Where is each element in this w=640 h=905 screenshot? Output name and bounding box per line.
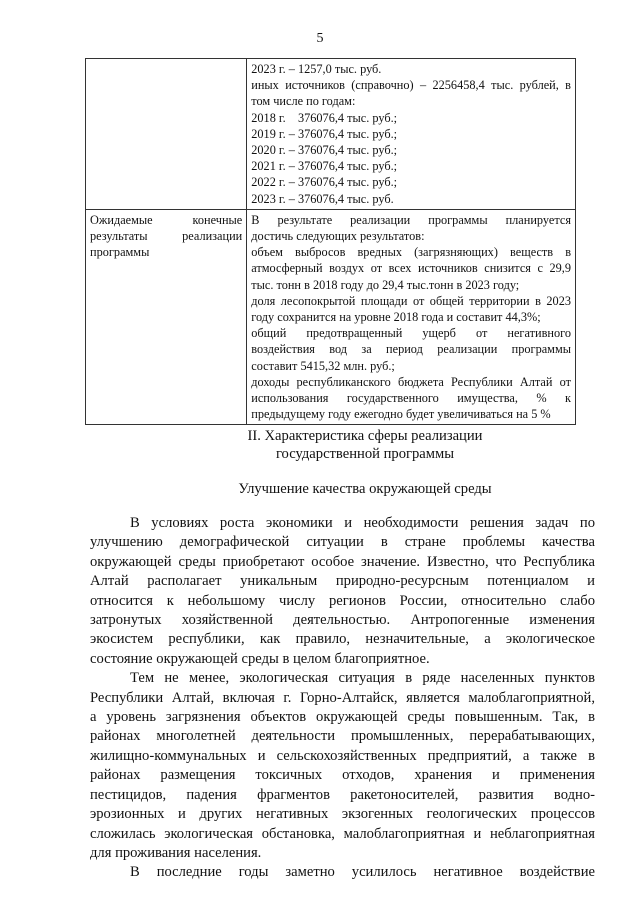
table-line: доходы республиканского бюджета Республики Алтай от [251,374,571,389]
table-label-line: программы [90,245,150,260]
subsection-heading: Улучшение качества окружающей среды [238,481,492,497]
table-line: общий предотвращенный ущерб от негативного [251,326,571,341]
table-line: доля лесопокрытой площади от общей территории в 2023 [251,293,571,308]
paragraph-line: Тем не менее, экологическая ситуация в ряде населенных пунктов [130,670,595,687]
paragraph-line: эрозионных и других негативных экзогенных геологических процессов [90,806,595,823]
paragraph-line: жилищно-коммунальных и сельскохозяйственных предприятий, а также в [90,747,595,764]
table-line: 2019 г. – 376076,4 тыс. руб.; [251,126,398,141]
paragraph-line: Алтай располагает уникальным природно-ресурсным потенциалом и [90,573,595,590]
paragraph-line: для проживания населения. [90,844,262,861]
table-line: 2020 г. – 376076,4 тыс. руб.; [251,143,398,158]
paragraph-line: Республики Алтай, включая г. Горно-Алтайск, является малоблагоприятной, [90,689,595,706]
table-row [86,209,576,425]
paragraph-line: сложилась экологическая обстановка, малоблагоприятная и неблагоприятная [90,825,595,842]
table-line: 2023 г. – 1257,0 тыс. руб. [251,62,382,76]
table-label-line: Ожидаемые конечные [90,212,243,227]
paragraph-line: районах размещения токсичных отходов, хранения и применения [90,767,595,784]
page-number: 5 [316,31,324,46]
paragraph-line: пестицидов, падения фрагментов ракетоносителей, развития водно- [90,786,595,803]
table-line: том числе по годам: [251,94,356,109]
table-row-value [247,59,576,210]
paragraph-line: состояние окружающей среды в целом благоприятное. [90,650,430,667]
body-text [90,514,595,883]
table-line: году сохранится на уровне 2018 года и составит 44,3%; [251,310,541,325]
paragraph-line: относится к небольшому числу регионов России, относительно слабо [90,592,595,609]
table-row [86,59,576,210]
section-heading [0,427,640,463]
table-line: 2022 г. – 376076,4 тыс. руб.; [251,175,398,190]
paragraph-line: экосистем республики, как правило, незначительные, а экологическое [90,631,595,648]
table-line: В результате реализации программы планируется [251,212,571,227]
table-line: воздействия вод за период реализации программы [251,342,571,357]
paragraph-line: В условиях роста экономики и необходимости решения задач по [130,515,595,531]
table-line: атмосферный воздух от всех источников снизится с 29,9 [251,261,571,276]
table-line: 2021 г. – 376076,4 тыс. руб.; [251,159,398,174]
paragraph-line: а уровень загрязнения объектов окружающей среды повышенным. Так, в [90,709,595,726]
table-line: объем выбросов вредных (загрязняющих) веществ в [251,245,571,260]
program-info-table [85,58,576,425]
paragraph-line: окружающей среды приобретают особое значение. Известно, что Республика [90,553,595,570]
section-heading-line: II. Характеристика сферы реализации [247,428,483,444]
paragraph-line: затронутых хозяйственной деятельностью. Антропогенные изменения [90,612,595,629]
paragraph-line: районах многолетней деятельности промышленных, перерабатывающих, [90,728,595,745]
table-line: использования государственного имущества, % к [251,391,571,406]
table-line: 2023 г. – 376076,4 тыс. руб. [251,191,394,206]
table-line: достичь следующих результатов: [251,229,425,244]
table-row-label [86,59,247,210]
table-line: 2018 г. 376076,4 тыс. руб.; [251,110,398,125]
table-row-value [247,209,576,425]
table-line: составит 5415,32 млн. руб.; [251,358,395,373]
table-line: предыдущему году ежегодно будет увеличиваться на 5 % [251,407,551,422]
table-row-label [86,209,247,425]
table-line: тыс. тонн в 2018 году до 29,4 тыс.тонн в 2023 году; [251,277,520,292]
table-label-line: результаты реализации [90,229,243,244]
section-heading-line: государственной программы [275,446,455,462]
paragraph-line: улучшению демографической ситуации в стране проблемы качества [90,534,595,551]
table-line: иных источников (справочно) – 2256458,4 тыс. рублей, в [251,78,571,93]
paragraph-line: В последние годы заметно усилилось негативное воздействие [130,864,595,881]
